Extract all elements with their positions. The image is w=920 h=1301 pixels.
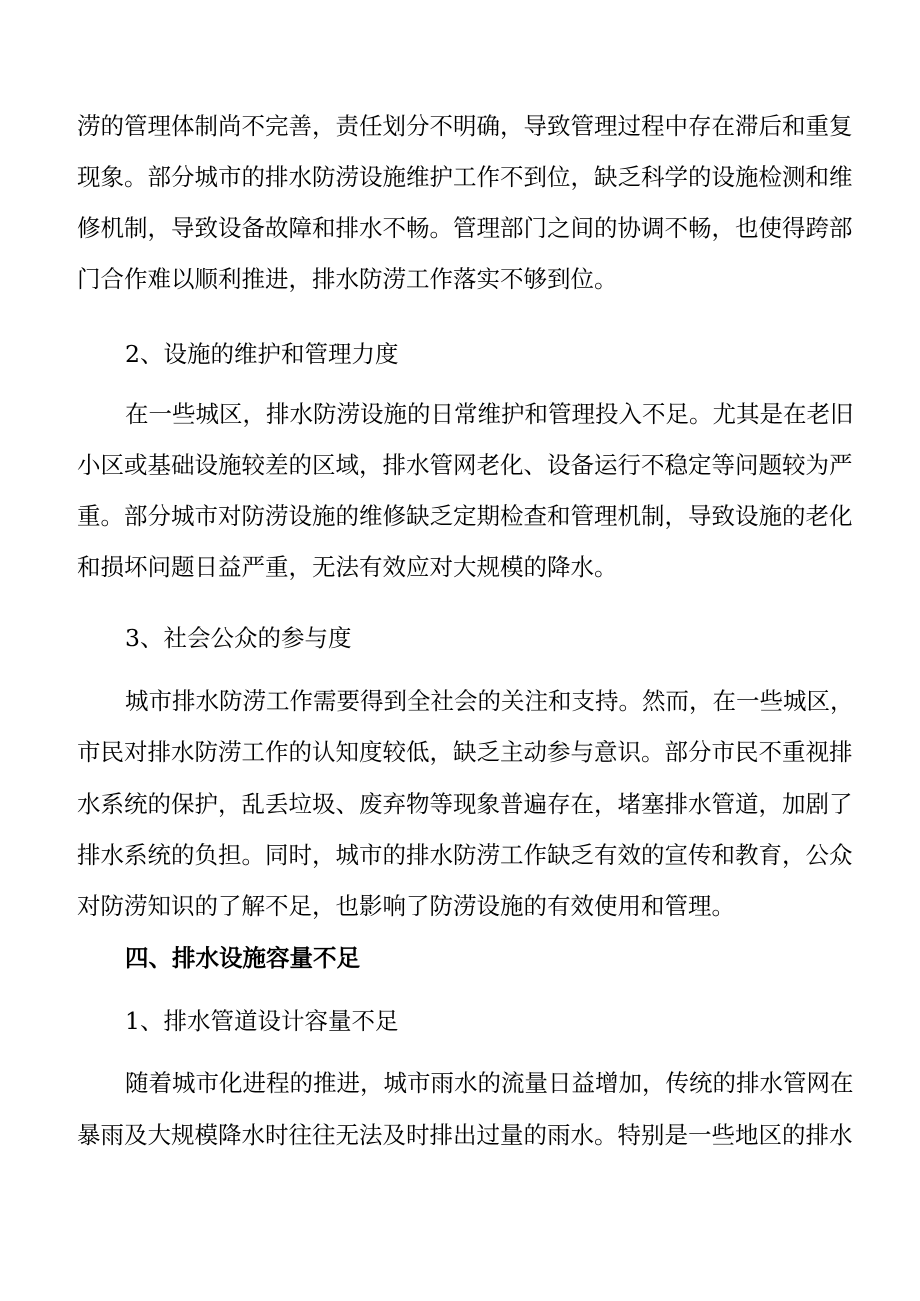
paragraph-4-line-2: 暴雨及大规模降水时往往无法及时排出过量的雨水。特别是一些地区的排水 — [77, 1121, 853, 1149]
paragraph-2-line-4: 和损坏问题日益严重，无法有效应对大规模的降水。 — [77, 553, 618, 581]
paragraph-3-line-1: 城市排水防涝工作需要得到全社会的关注和支持。然而，在一些城区， — [125, 687, 854, 715]
paragraph-2-line-2: 小区或基础设施较差的区域，排水管网老化、设备运行不稳定等问题较为严 — [77, 451, 853, 479]
section-heading-capacity: 四、排水设施容量不足 — [125, 944, 360, 972]
subheading-pipe-capacity: 1、排水管道设计容量不足 — [125, 1007, 399, 1035]
paragraph-3-line-4: 排水系统的负担。同时，城市的排水防涝工作缺乏有效的宣传和教育，公众 — [77, 841, 853, 869]
paragraph-1-line-1: 涝的管理体制尚不完善，责任划分不明确，导致管理过程中存在滞后和重复 — [77, 112, 853, 140]
paragraph-2-line-3: 重。部分城市对防涝设施的维修缺乏定期检查和管理机制，导致设施的老化 — [77, 502, 853, 530]
paragraph-1-line-4: 门合作难以顺利推进，排水防涝工作落实不够到位。 — [77, 265, 618, 293]
paragraph-1-line-2: 现象。部分城市的排水防涝设施维护工作不到位，缺乏科学的设施检测和维 — [77, 163, 853, 191]
paragraph-1-line-3: 修机制，导致设备故障和排水不畅。管理部门之间的协调不畅，也使得跨部 — [77, 214, 853, 242]
paragraph-3-line-2: 市民对排水防涝工作的认知度较低，缺乏主动参与意识。部分市民不重视排 — [77, 738, 853, 766]
paragraph-3-line-5: 对防涝知识的了解不足，也影响了防涝设施的有效使用和管理。 — [77, 892, 735, 920]
paragraph-2-line-1: 在一些城区，排水防涝设施的日常维护和管理投入不足。尤其是在老旧 — [125, 400, 854, 428]
paragraph-3-line-3: 水系统的保护，乱丢垃圾、废弃物等现象普遍存在，堵塞排水管道，加剧了 — [77, 790, 853, 818]
paragraph-4-line-1: 随着城市化进程的推进，城市雨水的流量日益增加，传统的排水管网在 — [125, 1069, 854, 1097]
subheading-maintenance: 2、设施的维护和管理力度 — [125, 340, 399, 368]
subheading-public-participation: 3、社会公众的参与度 — [125, 624, 352, 652]
